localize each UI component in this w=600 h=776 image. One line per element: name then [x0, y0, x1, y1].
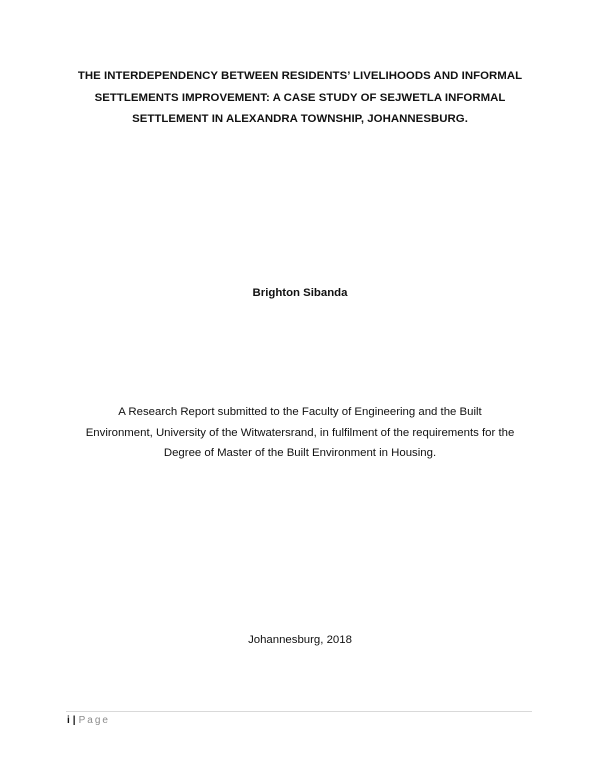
statement-line-1: A Research Report submitted to the Faculty of Engineering and the Built	[118, 406, 482, 418]
report-title	[60, 66, 540, 131]
statement-line-2: Environment, University of the Witwatersrand, in fulfilment of the requirements for the	[85, 426, 515, 439]
title-line-3: SETTLEMENT IN ALEXANDRA TOWNSHIP, JOHANNESBURG.	[132, 113, 468, 125]
footer-separator: |	[72, 715, 76, 726]
place-and-date: Johannesburg, 2018	[248, 634, 352, 646]
title-line-2: SETTLEMENTS IMPROVEMENT: A CASE STUDY OF SEJWETLA INFORMAL	[94, 91, 506, 104]
title-line-1: THE INTERDEPENDENCY BETWEEN RESIDENTS’ LIVELIHOODS AND INFORMAL	[77, 70, 523, 82]
author-name: Brighton Sibanda	[252, 287, 348, 299]
page-number: i	[67, 715, 70, 726]
page-label: Page	[78, 715, 110, 726]
page-footer	[67, 715, 110, 726]
footer-divider	[66, 711, 532, 712]
submission-statement	[40, 402, 560, 464]
statement-line-3: Degree of Master of the Built Environment in Housing.	[163, 447, 437, 459]
